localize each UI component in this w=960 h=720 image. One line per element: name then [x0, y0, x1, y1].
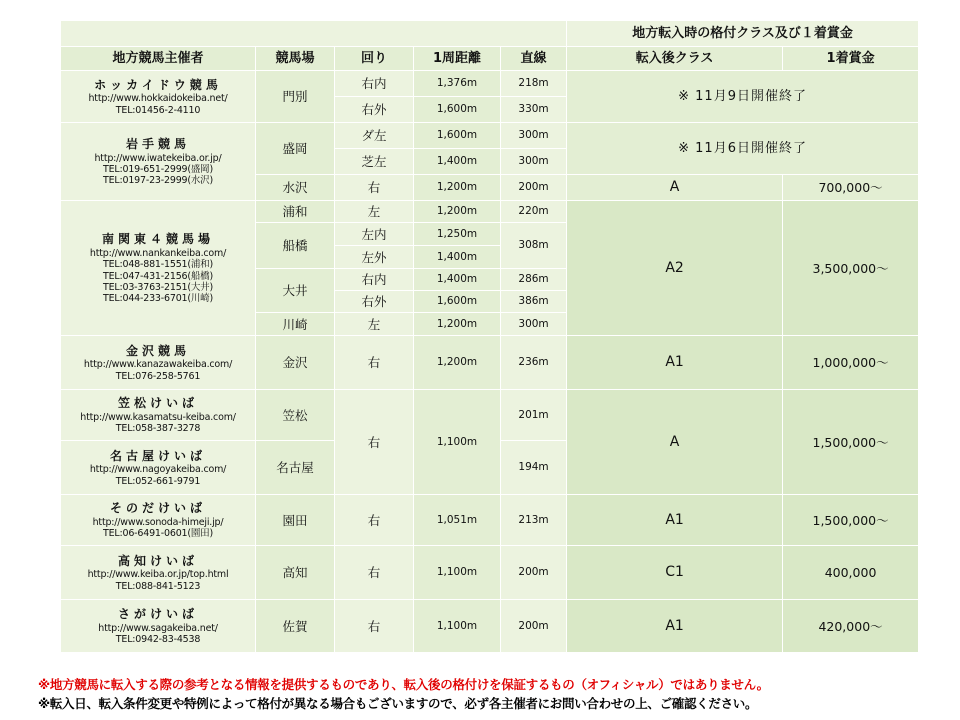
prize-cell: 1,000,000～	[783, 336, 919, 390]
organizer-url: http://www.nagoyakeiba.com/	[89, 464, 227, 476]
prize-cell: 3,500,000～	[783, 201, 919, 336]
organizer-phone: TEL:058-387-3278	[115, 423, 201, 435]
direction-cell: 左内	[335, 223, 414, 246]
direction-cell: 芝左	[335, 149, 414, 175]
straight-cell: 236m	[501, 336, 567, 390]
direction-cell: ダ左	[335, 123, 414, 149]
class-cell: A	[567, 390, 783, 495]
notice-hokkaido: ※ 11月9日開催終了	[567, 71, 919, 123]
header-prize: 1着賞金	[783, 47, 919, 71]
direction-cell: 右	[335, 600, 414, 653]
lap-cell: 1,250m	[414, 223, 501, 246]
organizer-phone: TEL:01456-2-4110	[115, 104, 201, 116]
lap-cell: 1,051m	[414, 495, 501, 546]
track-funabashi: 船橋	[256, 223, 335, 269]
organizer-sonoda	[61, 495, 256, 546]
lap-cell: 1,400m	[414, 269, 501, 291]
straight-cell: 220m	[501, 201, 567, 223]
header-organizer: 地方競馬主催者	[61, 47, 256, 71]
class-cell: C1	[567, 546, 783, 600]
straight-cell: 308m	[501, 223, 567, 269]
organizer-iwate	[61, 123, 256, 201]
notice-iwate: ※ 11月6日開催終了	[567, 123, 919, 175]
organizer-phone: TEL:0942-83-4538	[115, 634, 201, 646]
organizer-name: 南関東４競馬場	[101, 232, 214, 247]
lap-cell: 1,600m	[414, 291, 501, 313]
organizer-url: http://www.kanazawakeiba.com/	[83, 359, 233, 371]
class-cell: A	[567, 175, 783, 201]
group-header: 地方転入時の格付クラス及び１着賞金	[567, 21, 919, 47]
organizer-phone: TEL:048-881-1551(浦和)	[102, 259, 213, 271]
organizer-phone: TEL:047-431-2156(船橋)	[102, 270, 213, 282]
direction-cell: 右内	[335, 269, 414, 291]
header-track: 競馬場	[256, 47, 335, 71]
organizer-name: そのだけいば	[109, 501, 206, 516]
direction-cell: 左	[335, 201, 414, 223]
track-ooi: 大井	[256, 269, 335, 313]
organizer-phone: TEL:044-233-6701(川崎)	[102, 293, 213, 305]
prize-cell: 1,500,000～	[783, 495, 919, 546]
organizer-nagoya	[61, 441, 256, 495]
track-mizusawa: 水沢	[256, 175, 335, 201]
organizer-kanazawa	[61, 336, 256, 390]
lap-cell: 1,200m	[414, 336, 501, 390]
organizer-url: http://www.hokkaidokeiba.net/	[88, 93, 228, 105]
lap-cell: 1,600m	[414, 123, 501, 149]
track-nagoya: 名古屋	[256, 441, 335, 495]
header-straight: 直線	[501, 47, 567, 71]
lap-cell: 1,100m	[414, 546, 501, 600]
organizer-url: http://www.iwatekeiba.or.jp/	[94, 152, 222, 164]
organizer-phone: TEL:03-3763-2151(大井)	[102, 281, 213, 293]
direction-cell: 右外	[335, 97, 414, 123]
straight-cell: 194m	[501, 441, 567, 495]
class-cell: A1	[567, 600, 783, 653]
organizer-url: http://www.sagakeiba.net/	[98, 622, 218, 634]
direction-cell: 右内	[335, 71, 414, 97]
organizer-kochi	[61, 546, 256, 600]
organizer-url: http://www.kasamatsu-keiba.com/	[80, 411, 236, 423]
organizer-phone: TEL:052-661-9791	[115, 475, 201, 487]
straight-cell: 300m	[501, 313, 567, 336]
track-urawa: 浦和	[256, 201, 335, 223]
prize-cell: 420,000～	[783, 600, 919, 653]
track-kanazawa: 金沢	[256, 336, 335, 390]
organizer-url: http://www.nankankeiba.com/	[89, 247, 227, 259]
organizer-url: http://www.keiba.or.jp/top.html	[87, 569, 229, 581]
direction-cell: 右外	[335, 291, 414, 313]
lap-cell: 1,200m	[414, 201, 501, 223]
lap-cell: 1,400m	[414, 246, 501, 269]
direction-cell: 左	[335, 313, 414, 336]
straight-cell: 300m	[501, 123, 567, 149]
organizer-name: 名古屋けいば	[109, 448, 206, 463]
prize-cell: 1,500,000～	[783, 390, 919, 495]
header-lap: 1周距離	[414, 47, 501, 71]
class-cell: A2	[567, 201, 783, 336]
lap-cell: 1,400m	[414, 149, 501, 175]
straight-cell: 213m	[501, 495, 567, 546]
prize-cell: 700,000～	[783, 175, 919, 201]
straight-cell: 286m	[501, 269, 567, 291]
track-sonoda: 園田	[256, 495, 335, 546]
track-kawasaki: 川崎	[256, 313, 335, 336]
lap-cell: 1,600m	[414, 97, 501, 123]
footnote-disclaimer: ※地方競馬に転入する際の参考となる情報を提供するものであり、転入後の格付けを保証するもの（オフィシャル）ではありません。	[38, 677, 769, 692]
organizer-kasamatsu	[61, 390, 256, 441]
organizer-name: 高知けいば	[117, 553, 198, 568]
organizer-phone: TEL:06-6491-0601(園田)	[102, 528, 213, 540]
direction-cell: 右	[335, 390, 414, 495]
header-class: 転入後クラス	[567, 47, 783, 71]
straight-cell: 386m	[501, 291, 567, 313]
track-monbetsu: 門別	[256, 71, 335, 123]
organizer-phone: TEL:019-651-2999(盛岡)	[102, 164, 213, 175]
direction-cell: 右	[335, 336, 414, 390]
organizer-hokkaido	[61, 71, 256, 123]
organizer-phone: TEL:088-841-5123	[115, 580, 201, 592]
straight-cell: 200m	[501, 175, 567, 201]
lap-cell: 1,200m	[414, 313, 501, 336]
organizer-name: さがけいば	[117, 607, 198, 622]
straight-cell: 200m	[501, 546, 567, 600]
header-blank	[61, 21, 567, 47]
organizer-name: ホッカイドウ競馬	[94, 77, 222, 92]
organizer-url: http://www.sonoda-himeji.jp/	[92, 516, 224, 528]
lap-cell: 1,200m	[414, 175, 501, 201]
lap-cell: 1,100m	[414, 600, 501, 653]
track-saga: 佐賀	[256, 600, 335, 653]
direction-cell: 右	[335, 546, 414, 600]
straight-cell: 300m	[501, 149, 567, 175]
straight-cell: 200m	[501, 600, 567, 653]
direction-cell: 右	[335, 495, 414, 546]
organizer-name: 岩手競馬	[125, 137, 190, 152]
straight-cell: 330m	[501, 97, 567, 123]
class-cell: A1	[567, 495, 783, 546]
track-morioka: 盛岡	[256, 123, 335, 175]
organizer-name: 笠松けいば	[117, 396, 198, 411]
organizer-minami-kanto	[61, 201, 256, 336]
track-kochi: 高知	[256, 546, 335, 600]
lap-cell: 1,376m	[414, 71, 501, 97]
organizer-phone: TEL:076-258-5761	[115, 370, 201, 382]
track-kasamatsu: 笠松	[256, 390, 335, 441]
lap-cell: 1,100m	[414, 390, 501, 495]
transfer-info-table	[60, 20, 919, 653]
prize-cell: 400,000	[783, 546, 919, 600]
straight-cell: 218m	[501, 71, 567, 97]
header-direction: 回り	[335, 47, 414, 71]
direction-cell: 右	[335, 175, 414, 201]
organizer-phone: TEL:0197-23-2999(水沢)	[102, 175, 213, 187]
class-cell: A1	[567, 336, 783, 390]
organizer-name: 金沢競馬	[125, 343, 190, 358]
direction-cell: 左外	[335, 246, 414, 269]
straight-cell: 201m	[501, 390, 567, 441]
organizer-saga	[61, 600, 256, 653]
footnote-contact: ※転入日、転入条件変更や特例によって格付が異なる場合もございますので、必ず各主催者にお問い合わせの上、ご確認ください。	[38, 696, 758, 711]
